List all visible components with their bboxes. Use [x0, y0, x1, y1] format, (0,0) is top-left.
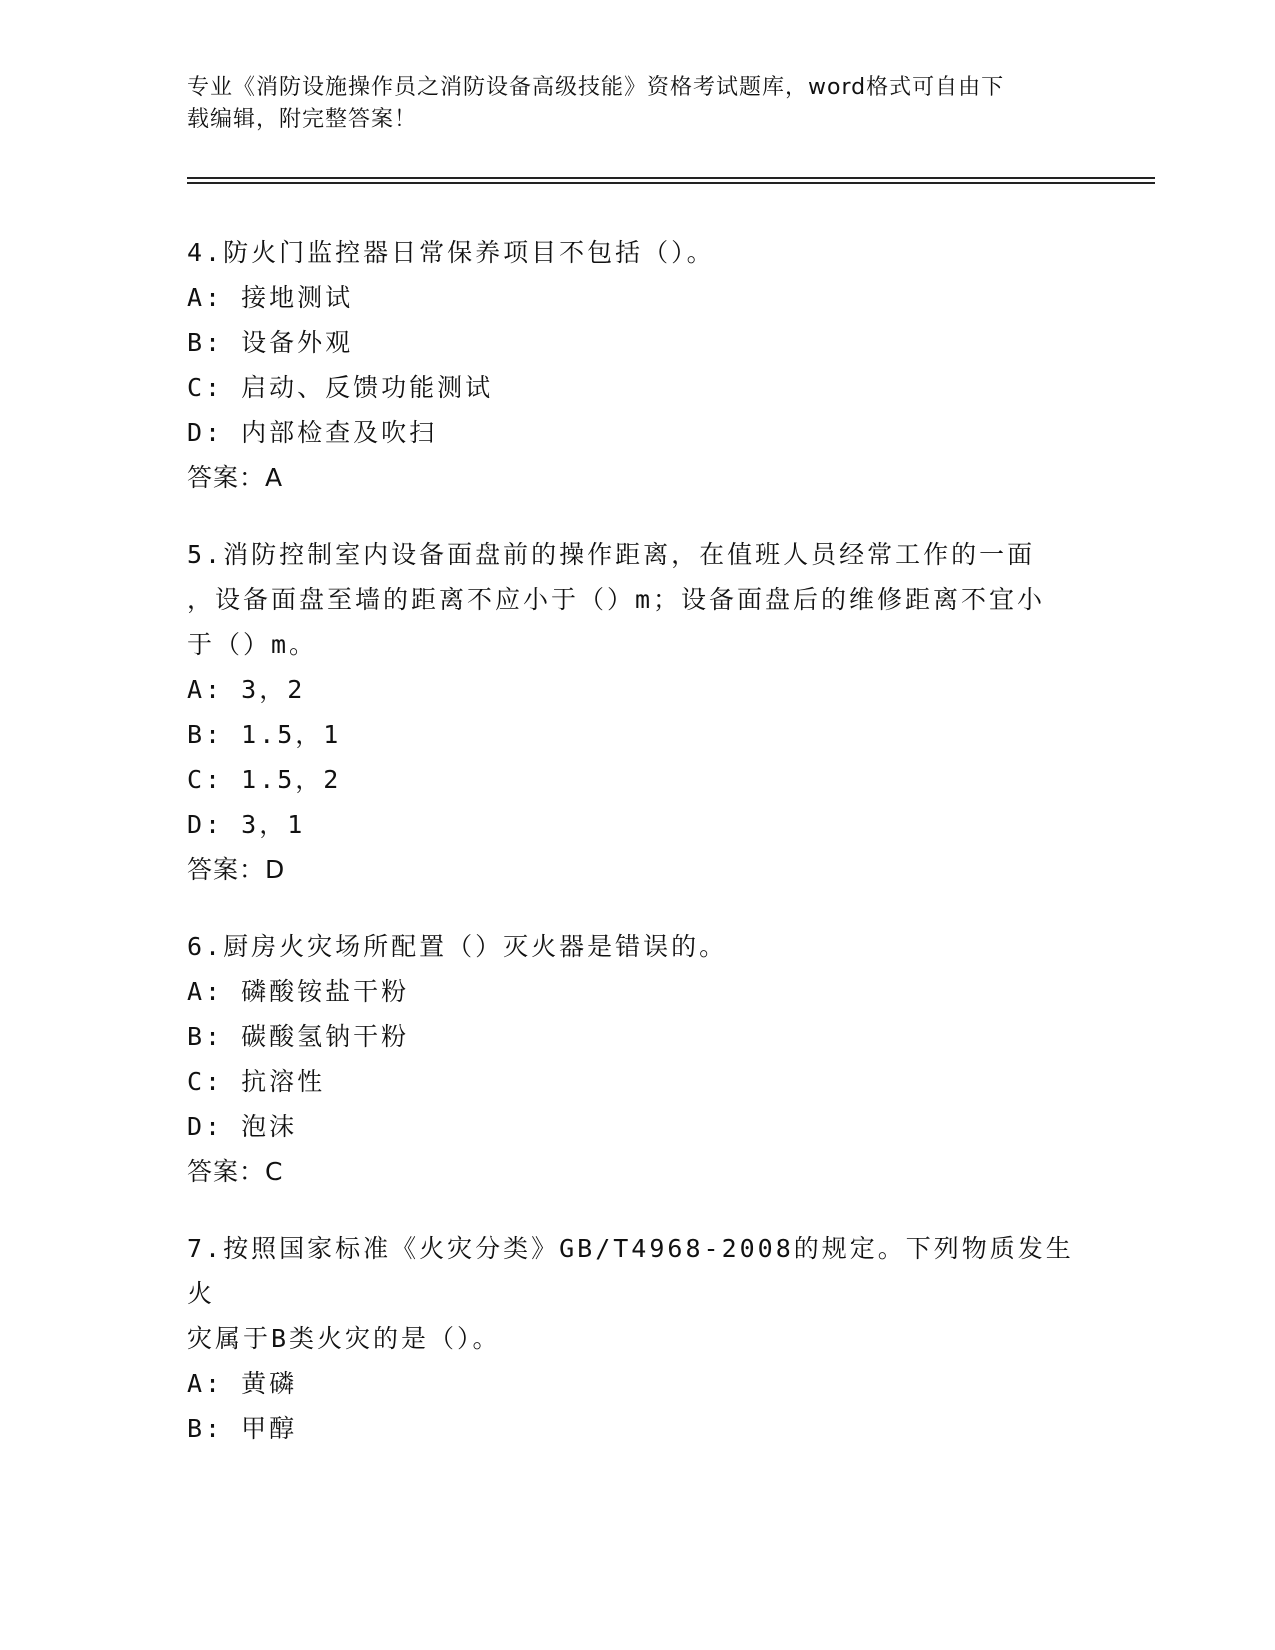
option-d: D: 内部检查及吹扫	[187, 418, 438, 447]
option-a: A: 磷酸铵盐干粉	[187, 977, 410, 1006]
answer-key: 答案：D	[187, 855, 286, 884]
answer-key: 答案：A	[187, 463, 284, 492]
question-5	[187, 532, 1087, 892]
question-text: 4.防火门监控器日常保养项目不包括（）。	[187, 238, 715, 267]
question-list	[187, 230, 1087, 1483]
option-a: A: 接地测试	[187, 283, 354, 312]
option-b: B: 1.5，1	[187, 720, 342, 749]
question-7	[187, 1226, 1087, 1451]
question-text: 6.厨房火灾场所配置（）灭火器是错误的。	[187, 932, 728, 961]
question-text-line-2: ，设备面盘至墙的距离不应小于（）m；设备面盘后的维修距离不宜小	[187, 585, 1046, 614]
option-c: C: 抗溶性	[187, 1067, 326, 1096]
answer-key: 答案：C	[187, 1157, 284, 1186]
option-a: A: 3，2	[187, 675, 306, 704]
question-text-line-2: 灾属于B类火灾的是（）。	[187, 1324, 501, 1353]
option-d: D: 泡沫	[187, 1112, 298, 1141]
option-a: A: 黄磷	[187, 1369, 298, 1398]
question-6	[187, 924, 1087, 1194]
option-c: C: 启动、反馈功能测试	[187, 373, 494, 402]
question-4	[187, 230, 1087, 500]
option-b: B: 甲醇	[187, 1414, 298, 1443]
question-text-line-1: 7.按照国家标准《火灾分类》GB/T4968-2008的规定。下列物质发生火	[187, 1234, 1074, 1308]
header-divider-top	[187, 177, 1155, 179]
document-header	[187, 72, 1067, 136]
option-c: C: 1.5，2	[187, 765, 342, 794]
option-b: B: 碳酸氢钠干粉	[187, 1022, 410, 1051]
option-b: B: 设备外观	[187, 328, 354, 357]
header-line-2: 载编辑，附完整答案！	[187, 107, 418, 132]
option-d: D: 3，1	[187, 810, 306, 839]
header-line-1: 专业《消防设施操作员之消防设备高级技能》资格考试题库，word格式可自由下	[187, 75, 1005, 100]
question-text-line-3: 于（）m。	[187, 630, 318, 659]
header-divider-bottom	[187, 182, 1155, 184]
question-text-line-1: 5.消防控制室内设备面盘前的操作距离，在值班人员经常工作的一面	[187, 540, 1036, 569]
